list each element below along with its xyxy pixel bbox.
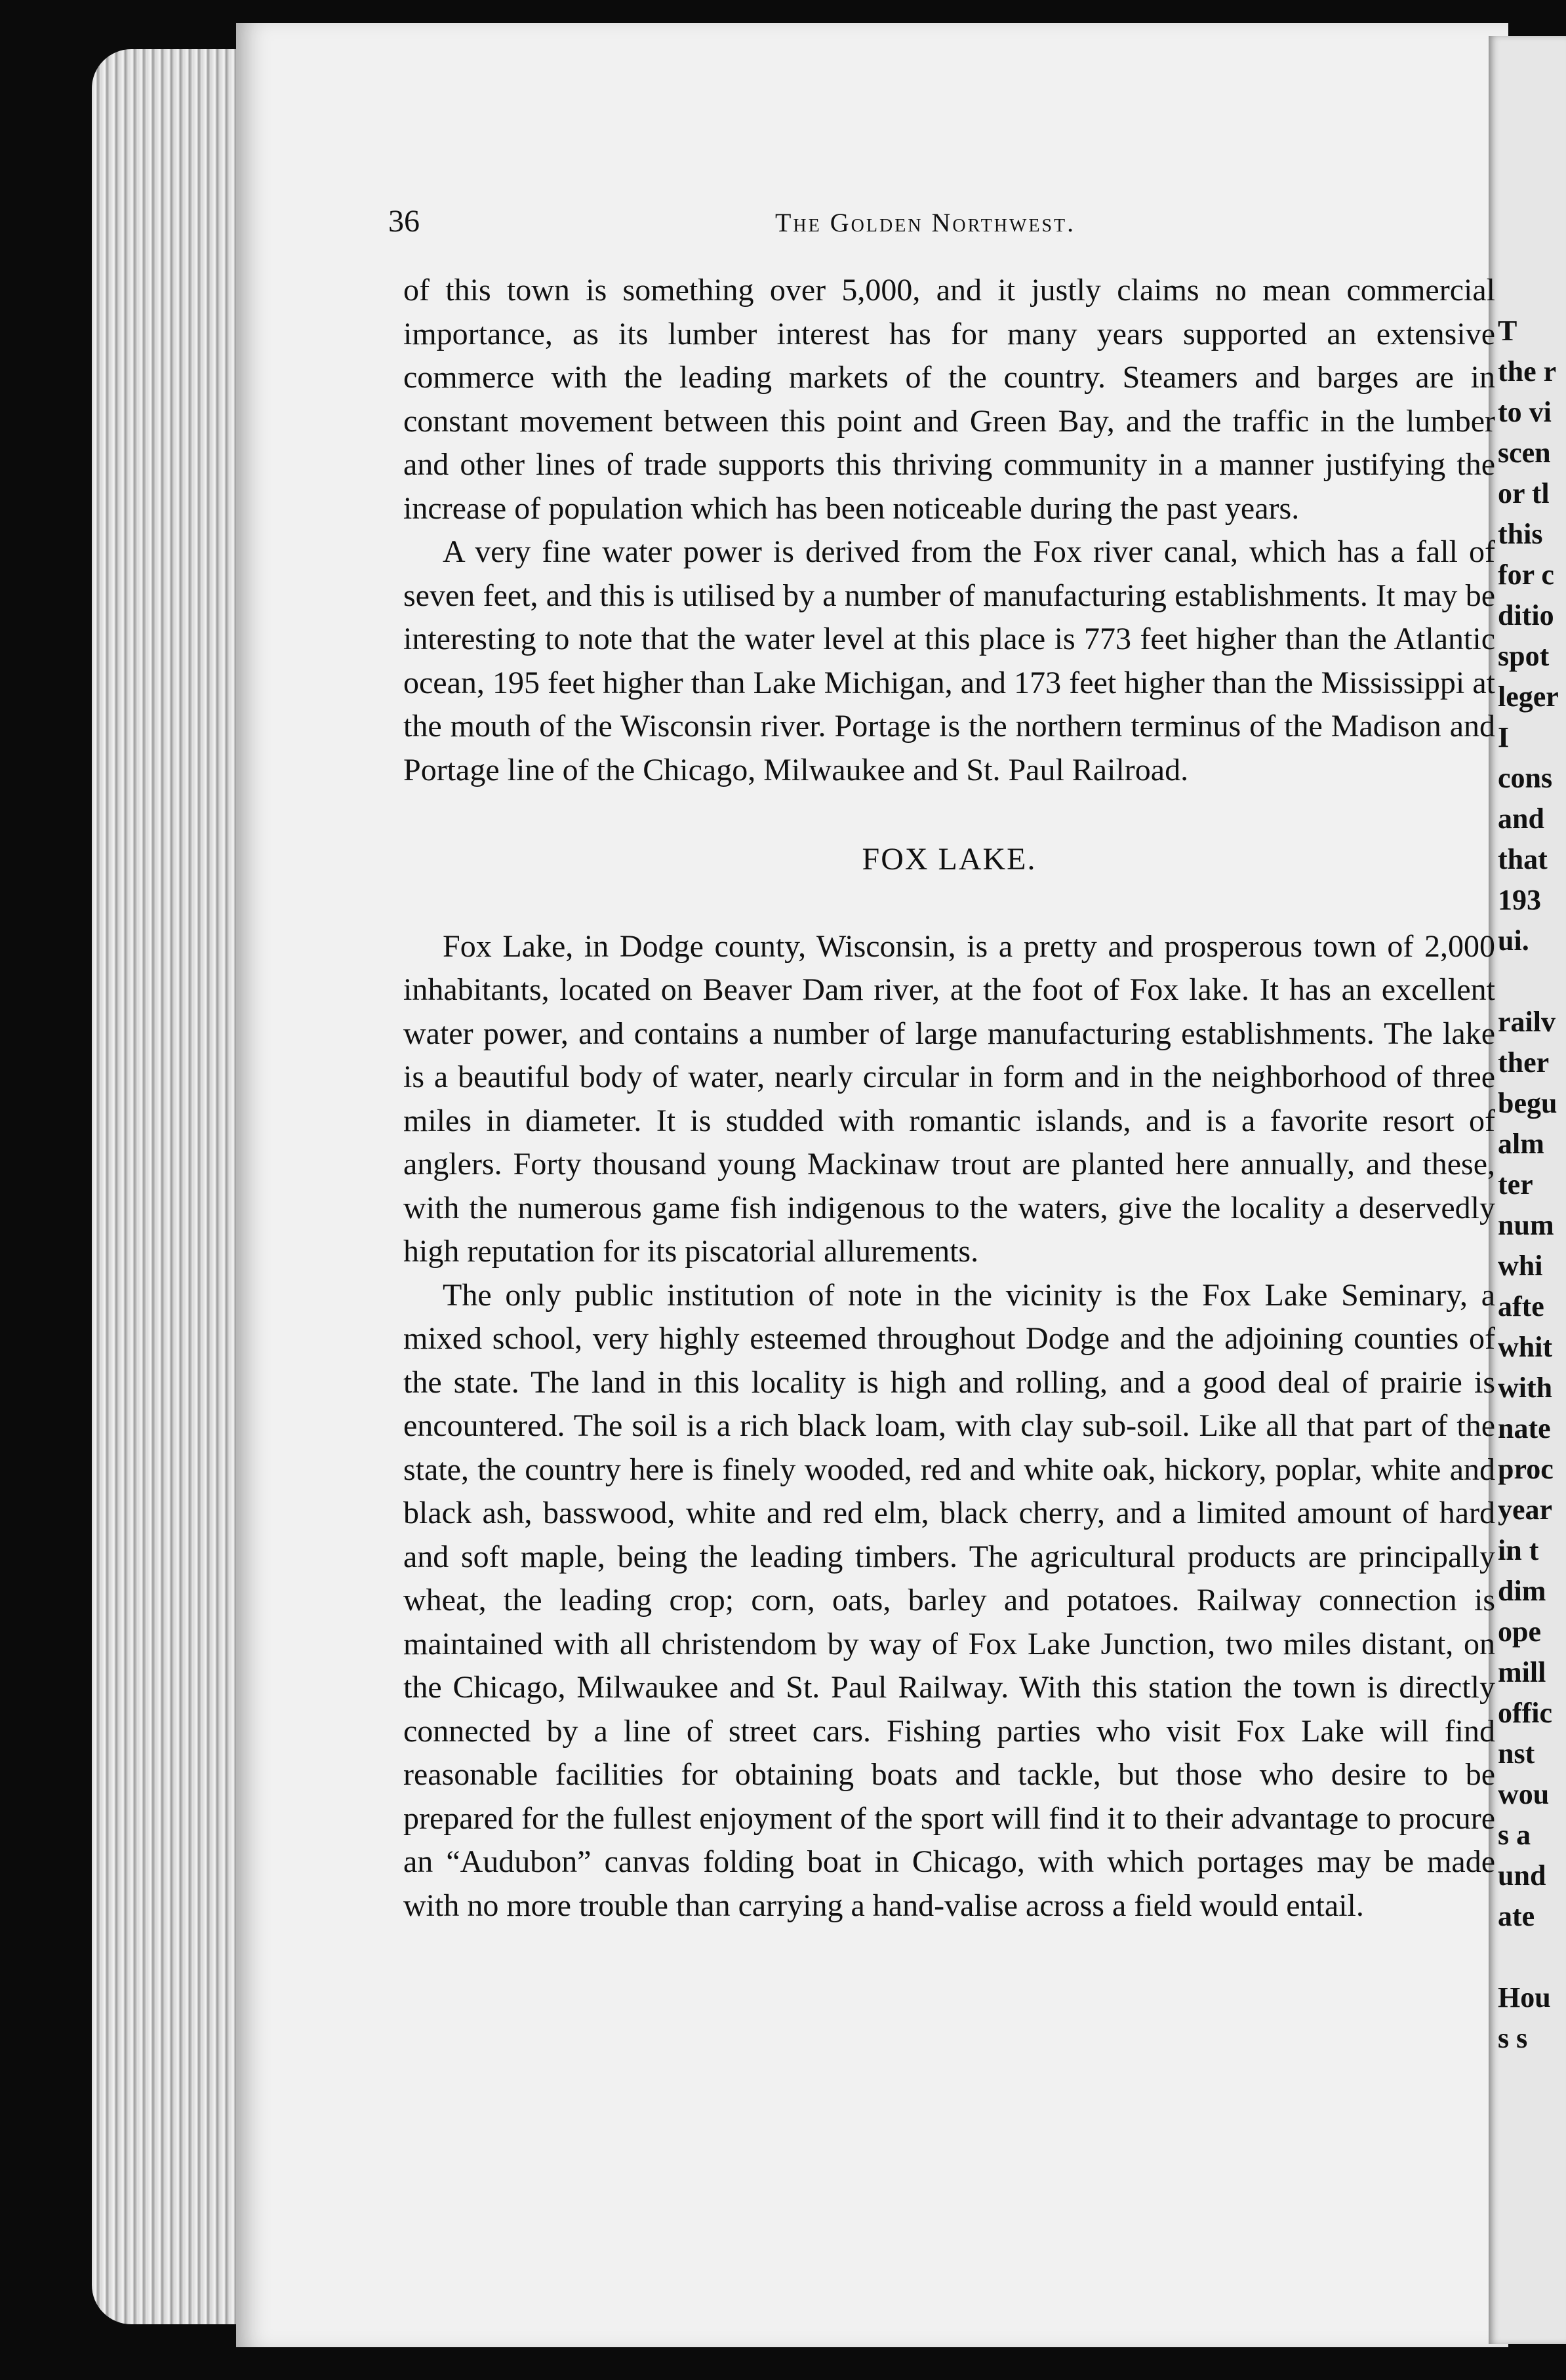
portage-paragraph-2: A very fine water power is derived from the Fox river canal, which has a fall of seven feet, and this is utilised by a number of manufacturing establishments. It may be interesting to note that the water level at this place is 773 feet higher than the Atlantic ocean, 195 feet higher than Lake Michigan, and 173 feet higher than the Mississippi at the mouth of the Wisconsin river. Portage is the northern terminus of the Madison and Portage line of the Chicago, Milwaukee and St. Paul Railroad. bbox=[403, 534, 1495, 787]
facing-page-fragment: ditio bbox=[1498, 599, 1554, 631]
facing-page-fragment: cons bbox=[1498, 762, 1553, 794]
facing-page-fragment: whi bbox=[1498, 1250, 1543, 1282]
page-edges bbox=[92, 49, 243, 2324]
facing-page-fragment: nst bbox=[1498, 1737, 1535, 1770]
facing-page-fragment: year bbox=[1498, 1494, 1553, 1526]
facing-page-fragment: nate bbox=[1498, 1412, 1551, 1444]
facing-page-fragment: proc bbox=[1498, 1453, 1554, 1485]
page-number: 36 bbox=[388, 204, 420, 239]
facing-page-edge bbox=[1489, 36, 1566, 2344]
facing-page-fragment: s s bbox=[1498, 2022, 1528, 2054]
facing-page-fragment: num bbox=[1498, 1209, 1554, 1241]
facing-page-fragment: T bbox=[1498, 315, 1517, 347]
facing-page-fragment: whit bbox=[1498, 1331, 1553, 1363]
portage-paragraph-1: of this town is something over 5,000, and it justly claims no mean commercial importance, as its lumber interest has for many years supported an extensive commerce with the leading markets of the country. Steamers and barges are in constant movement between this point and Green Bay, and the traffic in the lumber and other lines of trade supports this thriving community in a manner justifying the increase of population which has been noticeable during the past years. bbox=[403, 273, 1495, 526]
facing-page-fragment: ter bbox=[1498, 1168, 1533, 1200]
facing-page-fragment: or tl bbox=[1498, 477, 1550, 509]
facing-page-fragment: for c bbox=[1498, 559, 1554, 591]
facing-page-fragment: ther bbox=[1498, 1046, 1550, 1079]
body-text bbox=[403, 269, 1495, 1928]
page-header bbox=[388, 203, 1503, 256]
facing-page-fragment: scen bbox=[1498, 437, 1551, 469]
facing-page-fragment: this bbox=[1498, 518, 1543, 550]
section-title: FOX LAKE. bbox=[862, 842, 1037, 877]
facing-page-fragment: Hou bbox=[1498, 1981, 1551, 2013]
running-head: The Golden Northwest. bbox=[775, 208, 1076, 237]
facing-page-fragment: wou bbox=[1498, 1778, 1550, 1810]
facing-page-fragment: and bbox=[1498, 803, 1544, 835]
facing-page-fragment: und bbox=[1498, 1859, 1546, 1892]
facing-page-fragment: ui. bbox=[1498, 924, 1529, 957]
fox-lake-paragraph-2: The only public institution of note in the vicinity is the Fox Lake Seminary, a mixed school, very highly esteemed throughout Dodge and the adjoining counties of the state. The land in this locality is high and rolling, and a good deal of prairie is encountered. The soil is a rich black loam, with clay sub-soil. Like all that part of the state, the country here is finely wooded, red and white oak, hickory, poplar, white and black ash, basswood, white and red elm, black cherry, and a limited amount of hard and soft maple, being the leading timbers. The agricultural products are principally wheat, the leading crop; corn, oats, barley and potatoes. Railway connection is maintained with all christendom by way of Fox Lake Junction, two miles distant, on the Chicago, Milwaukee and St. Paul Railway. With this station the town is directly connected by a line of street cars. Fishing parties who visit Fox Lake will find reasonable facilities for obtaining boats and tackle, but those who desire to be prepared for the fullest enjoyment of the sport will find it to their advantage to procure an “Audubon” canvas folding boat in Chicago, with which portages may be made with no more trouble than carrying a hand-valise across a field would entail. bbox=[403, 1277, 1495, 1923]
facing-page-fragment: afte bbox=[1498, 1290, 1544, 1322]
facing-page-fragment: dim bbox=[1498, 1575, 1546, 1607]
facing-page-fragment: leger bbox=[1498, 681, 1559, 713]
fox-lake-paragraph-1: Fox Lake, in Dodge county, Wisconsin, is a pretty and prosperous town of 2,000 inhabitants, located on Beaver Dam river, at the foot of Fox lake. It has an excellent water power, and contains a number of large manufacturing establishments. The lake is a beautiful body of water, nearly circular in form and in the neighborhood of three miles in diameter. It is studded with romantic islands, and is a favorite resort of anglers. Forty thousand young Mackinaw trout are planted here annually, and these, with the numerous game fish indigenous to the waters, give the locality a deservedly high reputation for its piscatorial allurements. bbox=[403, 928, 1495, 1269]
facing-page-fragment: 193 bbox=[1498, 884, 1541, 916]
facing-page-fragment: alm bbox=[1498, 1128, 1544, 1160]
facing-page-fragment: ate bbox=[1498, 1900, 1535, 1932]
facing-page-fragment: begu bbox=[1498, 1087, 1557, 1119]
facing-page-fragment: s a bbox=[1498, 1819, 1531, 1851]
facing-page-fragment: that bbox=[1498, 843, 1548, 875]
facing-page-fragment: offic bbox=[1498, 1697, 1553, 1729]
facing-page-fragment: mill bbox=[1498, 1656, 1546, 1688]
facing-page-fragment: railv bbox=[1498, 1006, 1556, 1038]
facing-page-fragment: ope bbox=[1498, 1616, 1541, 1648]
facing-page-fragment: I bbox=[1498, 721, 1510, 753]
facing-page-fragment: with bbox=[1498, 1372, 1553, 1404]
facing-page-fragment: spot bbox=[1498, 640, 1550, 672]
facing-page-fragment: in t bbox=[1498, 1534, 1539, 1566]
facing-page-fragment: the r bbox=[1498, 355, 1557, 387]
facing-page-fragment: to vi bbox=[1498, 396, 1552, 428]
